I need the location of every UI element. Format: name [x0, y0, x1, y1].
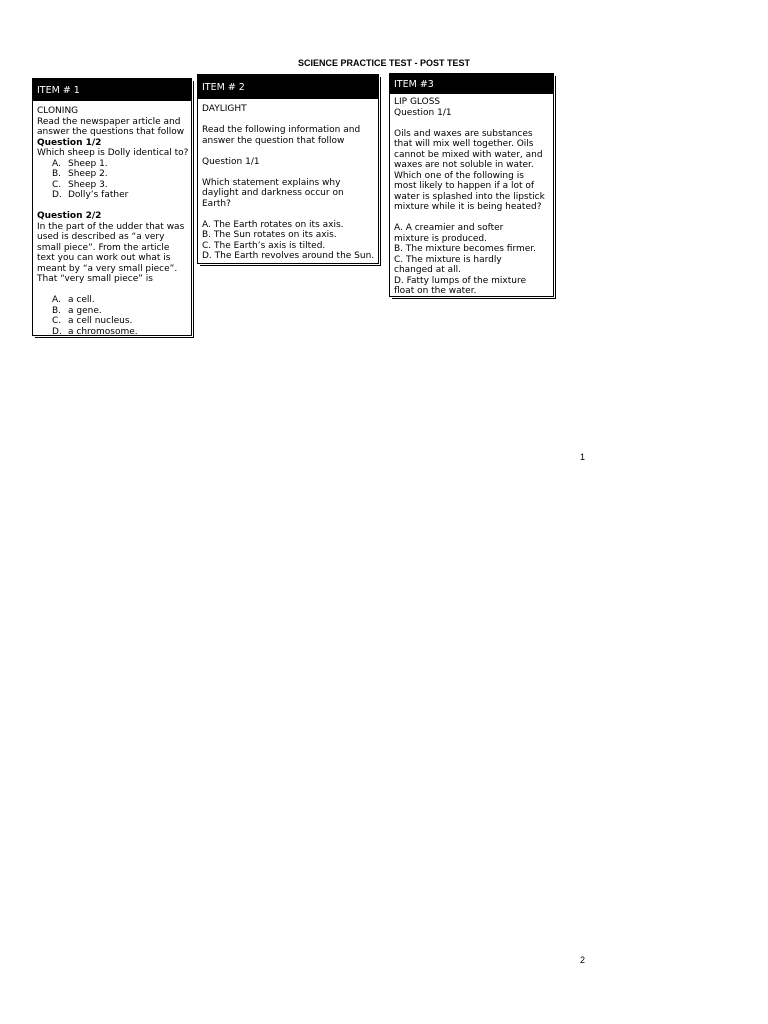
- option-item: [52, 169, 191, 180]
- item-2-question-text-line: Which statement explains why: [202, 177, 341, 188]
- item-1-question-2-text-line: small piece”. From the article: [37, 242, 170, 253]
- option-marker: B.: [52, 169, 62, 179]
- option-marker: A.: [52, 295, 61, 305]
- item-1-question-2-label: Question 2/2: [37, 211, 102, 221]
- item-2-option: C. The Earth’s axis is tilted.: [202, 240, 326, 251]
- item-3-question-text-line: Oils and waxes are substances: [394, 128, 533, 139]
- option-marker: C.: [52, 316, 62, 326]
- option-text: Sheep 3.: [68, 179, 108, 190]
- option-marker: A.: [52, 158, 61, 169]
- item-1-intro-line: Read the newspaper article and: [37, 116, 181, 127]
- item-3-question-label: Question 1/1: [394, 107, 452, 118]
- item-1-question-1-options: [37, 159, 191, 201]
- item-2-intro-line: Read the following information and: [202, 125, 361, 135]
- item-2-question-label: Question 1/1: [202, 156, 260, 167]
- item-3-option-line: B. The mixture becomes firmer.: [394, 244, 537, 254]
- item-3-question-text-line: waxes are not soluble in water.: [394, 160, 534, 170]
- option-text: a cell nucleus.: [68, 316, 133, 326]
- item-3-question-text-line: Which one of the following is: [394, 170, 524, 181]
- item-1-body: [33, 101, 191, 337]
- option-text: a gene.: [68, 305, 102, 316]
- item-3-option-line: D. Fatty lumps of the mixture: [394, 275, 527, 286]
- item-3-question-text-line: mixture while it is being heated?: [394, 202, 542, 212]
- item-2-header: [198, 75, 378, 99]
- item-1-question-2-text-line: used is described as “a very: [37, 232, 165, 242]
- page-number: 1: [580, 452, 586, 462]
- item-1-question-1-label: Question 1/2: [37, 137, 102, 148]
- item-1-question-1-text: Which sheep is Dolly identical to?: [37, 148, 189, 158]
- item-2-option: B. The Sun rotates on its axis.: [202, 230, 337, 240]
- item-3-header-label: ITEM #3: [394, 78, 434, 90]
- item-1-topic: CLONING: [37, 106, 79, 116]
- option-item: [52, 306, 191, 317]
- option-item: [52, 190, 191, 201]
- item-3-question-text-line: cannot be mixed with water, and: [394, 149, 543, 160]
- item-1-question-2-text-line: That “very small piece” is: [37, 274, 153, 284]
- item-3-option-line: A. A creamier and softer: [394, 223, 504, 233]
- item-2-question-text-line: daylight and darkness occur on: [202, 188, 344, 198]
- option-text: Dolly’s father: [68, 190, 129, 200]
- item-1-question-2-text-line: In the part of the udder that was: [37, 221, 185, 232]
- item-1-intro-line: answer the questions that follow: [37, 127, 185, 137]
- item-2-intro-line: answer the question that follow: [202, 135, 345, 146]
- option-item: [52, 159, 191, 170]
- option-text: a chromosome.: [68, 326, 138, 337]
- item-3-question-text-line: water is splashed into the lipstick: [394, 191, 545, 202]
- item-3-body: [390, 94, 553, 297]
- item-3-question-text-line: most likely to happen if a lot of: [394, 181, 535, 191]
- option-item: [52, 180, 191, 191]
- option-item: [52, 327, 191, 338]
- item-3-option-line: mixture is produced.: [394, 233, 487, 244]
- item-2-option: A. The Earth rotates on its axis.: [202, 219, 344, 230]
- item-3-question-text-line: that will mix well together. Oils: [394, 139, 534, 149]
- item-2-question-text-line: Earth?: [202, 198, 231, 209]
- item-2-body: [198, 99, 378, 262]
- item-3-card: [389, 73, 554, 297]
- item-2-header-label: ITEM # 2: [202, 81, 245, 93]
- option-marker: D.: [52, 190, 62, 200]
- option-item: [52, 316, 191, 327]
- item-3-option-line: changed at all.: [394, 265, 461, 275]
- option-marker: C.: [52, 179, 62, 190]
- item-1-question-2-text-line: text you can work out what is: [37, 253, 171, 263]
- option-item: [52, 295, 191, 306]
- option-text: Sheep 2.: [68, 169, 108, 179]
- page-number: 2: [580, 955, 586, 965]
- item-1-header: [33, 79, 191, 101]
- item-1-question-2-text-line: meant by “a very small piece”.: [37, 263, 178, 274]
- item-3-option-line: float on the water.: [394, 286, 477, 296]
- item-2-card: [197, 74, 379, 264]
- item-1-question-2-options: [37, 295, 191, 337]
- option-text: Sheep 1.: [68, 158, 108, 169]
- page-title: SCIENCE PRACTICE TEST - POST TEST: [297, 58, 470, 68]
- item-3-header: [390, 74, 553, 94]
- option-text: a cell.: [68, 295, 95, 305]
- item-3-option-line: C. The mixture is hardly: [394, 254, 502, 265]
- item-3-topic: LIP GLOSS: [394, 97, 441, 107]
- option-marker: D.: [52, 326, 62, 337]
- item-2-topic: DAYLIGHT: [202, 104, 247, 114]
- option-marker: B.: [52, 305, 62, 316]
- item-1-header-label: ITEM # 1: [37, 84, 80, 96]
- item-2-option: D. The Earth revolves around the Sun.: [202, 251, 375, 261]
- item-1-card: [32, 78, 192, 336]
